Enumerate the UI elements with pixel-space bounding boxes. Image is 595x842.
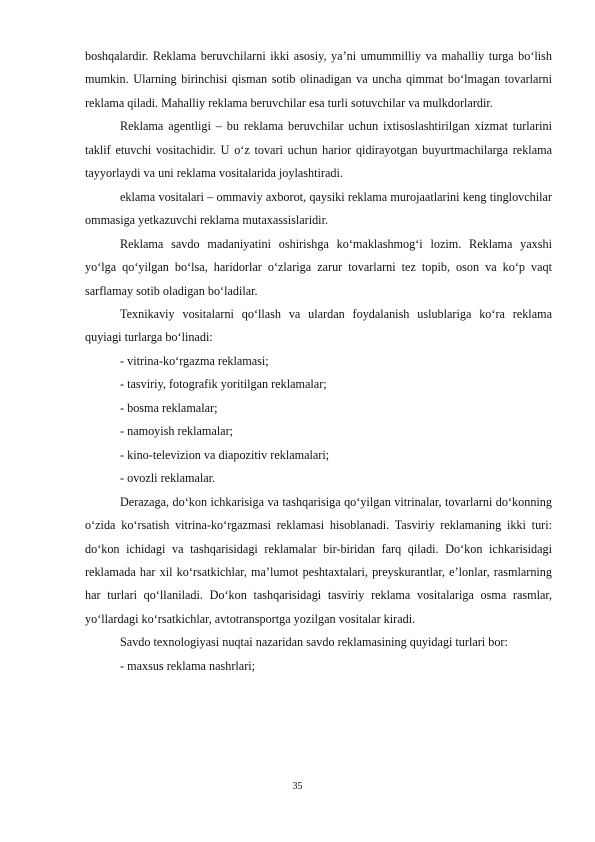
paragraph-advertisers: boshqalardir. Reklama beruvchilarni ikki asosiy, ya’ni umummilliy va mahalliy turga bo‘lish mumkin. Ularning birinchisi qisman sotib olinadigan va uncha qimmat bo‘lmagan tovarlarni reklama qiladi. Mahalliy reklama beruvchilar esa turli sotuvchilar va mulkdorlardir. [85,49,552,110]
list-item: - ovozli reklamalar. [120,471,216,486]
list-item: - maxsus reklama nashrlari; [120,658,256,673]
paragraph-trade-technology: Savdo texnologiyasi nuqtai nazaridan savdo reklamasining quyidagi turlari bor: [120,635,508,650]
list-item: - namoyish reklamalar; [120,424,234,439]
list-item: - bosma reklamalar; [120,400,218,415]
paragraph-advertising-media: eklama vositalari – ommaviy axborot, qaysiki reklama murojaatlarini keng tinglovchilar ommasiga yetkazuvchi reklama mutaxassislaridir. [85,189,552,228]
page-body [85,45,552,678]
list-item: - kino-televizion va diapozitiv reklamalari; [120,447,330,462]
paragraph-advertising-agency: Reklama agentligi – bu reklama beruvchilar uchun ixtisoslashtirilgan xizmat turlarini taklif etuvchi vositachidir. U o‘z tovari uchun harior qidirayotgan buyurtmachilarga reklama tayyorlaydi va uni reklama vositalarida joylashtiradi. [85,119,552,181]
paragraph-showcase-advertising: Derazaga, do‘kon ichkarisiga va tashqarisiga qo‘yilgan vitrinalar, tovarlarni do‘konning o‘zida ko‘rsatish vitrina-ko‘rgazmasi reklamasi hisoblanadi. Tasviriy reklamaning ikki turi: do‘kon ichidagi va tashqarisidagi reklamalar bir-biridan farq qiladi. Do‘kon ichkarisidagi reklamada har xil ko‘rsatkichlar, ma’lumot peshtaxtalari, preyskurantlar, e’lonlar, rasmlarning har turlari qo‘llaniladi. Do‘kon tashqarisidagi tasviriy reklama vositalariga osma rasmlar, yo‘llardagi ko‘rsatkichlar, avtotransportga yozilgan vositalar kiradi. [85,494,552,626]
paragraph-trade-culture: Reklama savdo madaniyatini oshirishga ko‘maklashmog‘i lozim. Reklama yaxshi yo‘lga qo‘yilgan bo‘lsa, haridorlar o‘zlariga zarur tovarlarni tez topib, oson va ko‘p vaqt sarflamay sotib oladigan bo‘ladilar. [85,236,552,298]
paragraph-technical-means: Texnikaviy vositalarni qo‘llash va ulardan foydalanish uslublariga ko‘ra reklama quyiagi turlarga bo‘linadi: [85,306,552,345]
list-item: - tasviriy, fotografik yoritilgan reklamalar; [120,377,327,392]
page-number: 35 [292,781,303,792]
list-item: - vitrina-ko‘rgazma reklamasi; [120,353,269,368]
